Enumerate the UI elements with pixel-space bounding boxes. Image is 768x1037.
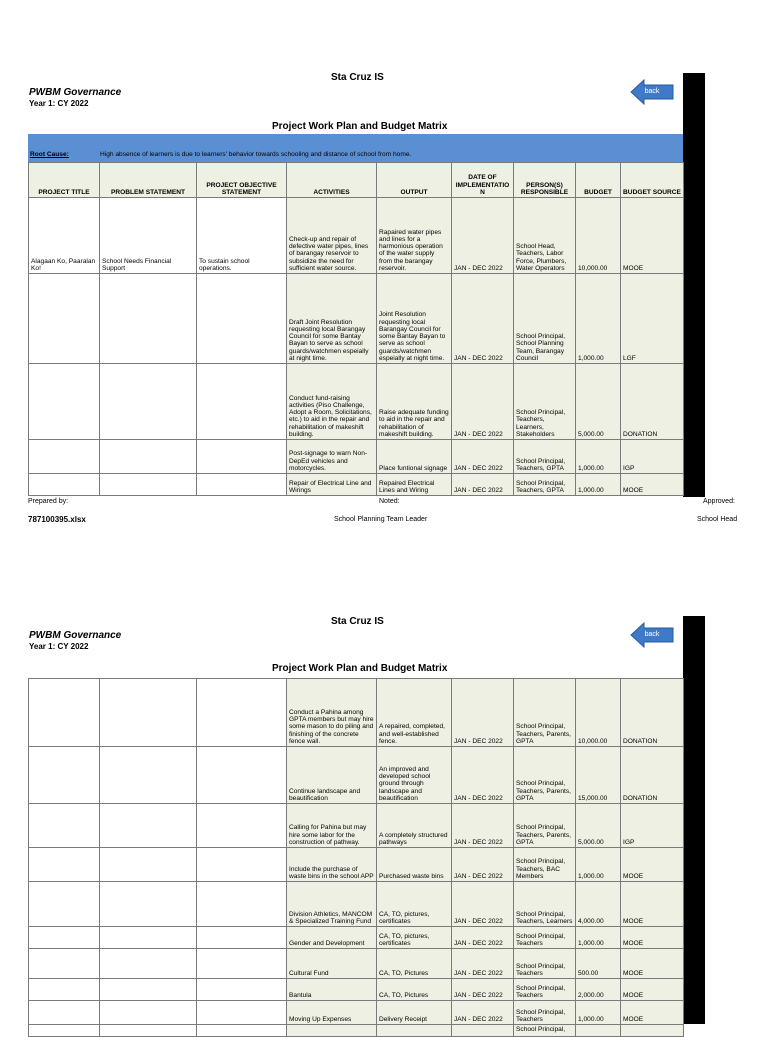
cell-project-title (29, 979, 100, 1001)
cell-problem-statement (100, 848, 197, 882)
cell-problem-statement (100, 979, 197, 1001)
cell-output: Rapaired water pipes and lines for a harmonious operation of the water supply from the barangay reservoir. (377, 198, 452, 274)
school-name: Sta Cruz IS (331, 616, 384, 627)
cell-activities: Bantula (287, 979, 377, 1001)
cell-budget-source (621, 1025, 684, 1037)
cell-persons: School Principal, Teachers, BAC Members (514, 848, 576, 882)
cell-budget: 1,000.00 (576, 274, 621, 364)
cell-budget: 5,000.00 (576, 804, 621, 848)
cell-persons: School Principal, Teachers, Parents, GPTA (514, 804, 576, 848)
cell-budget-source: MOOE (621, 1001, 684, 1025)
school-head-label: School Head (697, 516, 738, 523)
cell-project-objective (197, 364, 287, 440)
cell-output: A repaired, completed, and well-established fence. (377, 679, 452, 747)
matrix-title: Project Work Plan and Budget Matrix (272, 663, 448, 674)
cell-problem-statement (100, 1001, 197, 1025)
cell-date: JAN - DEC 2022 (452, 747, 514, 804)
cell-activities: Post-signage to warn Non-DepEd vehicles and motorcycles. (287, 440, 377, 474)
cell-project-objective (197, 949, 287, 979)
cell-project-objective (197, 679, 287, 747)
cell-date: JAN - DEC 2022 (452, 1001, 514, 1025)
cell-activities: Check-up and repair of defective water pipes, lines of barangay reservoir to subsidize the need for sufficient water source. (287, 198, 377, 274)
cell-project-objective (197, 1025, 287, 1037)
cell-output: Purchased waste bins (377, 848, 452, 882)
cell-project-objective (197, 747, 287, 804)
cell-date: JAN - DEC 2022 (452, 364, 514, 440)
governance-title: PWBM Governance (29, 630, 122, 641)
cell-project-objective (197, 927, 287, 949)
cell-problem-statement (100, 474, 197, 496)
cell-activities: Gender and Development (287, 927, 377, 949)
cell-budget-source: MOOE (621, 882, 684, 927)
cell-problem-statement (100, 364, 197, 440)
cell-problem-statement (100, 1025, 197, 1037)
cell-persons: School Principal, Teachers, GPTA (514, 474, 576, 496)
page2-matrix-table (28, 678, 684, 1037)
cell-persons: School Principal, Teachers (514, 927, 576, 949)
cell-persons: School Principal, Teachers, GPTA (514, 440, 576, 474)
back-button[interactable] (630, 79, 674, 105)
cell-project-title (29, 474, 100, 496)
cell-persons: School Principal, School Planning Team, Barangay Council (514, 274, 576, 364)
cell-project-title (29, 804, 100, 848)
cell-date (452, 1025, 514, 1037)
cell-date: JAN - DEC 2022 (452, 274, 514, 364)
cell-activities: Include the purchase of waste bins in the school APP (287, 848, 377, 882)
table-row (29, 949, 684, 979)
back-button-label: back (644, 88, 660, 95)
cell-output: Repaired Electrical Lines and Wiring (377, 474, 452, 496)
cell-budget: 2,000.00 (576, 979, 621, 1001)
cell-project-title (29, 848, 100, 882)
cell-output: CA, TO, pictures, certificates (377, 882, 452, 927)
cell-project-title (29, 949, 100, 979)
header-date: DATE OF IMPLEMENTATIO N (452, 163, 514, 198)
approved-label: Approved: (703, 498, 735, 505)
prepared-by-label: Prepared by: (28, 498, 69, 505)
cell-budget: 4,000.00 (576, 882, 621, 927)
table-row (29, 979, 684, 1001)
cell-project-objective (197, 1001, 287, 1025)
cell-activities: Continue landscape and beautification (287, 747, 377, 804)
table-row (29, 474, 684, 496)
cell-budget: 15,000.00 (576, 747, 621, 804)
cell-budget-source: DONATION (621, 747, 684, 804)
header-output: OUTPUT (377, 163, 452, 198)
cell-output: An improved and developed school ground through landscape and beautification (377, 747, 452, 804)
cell-budget: 10,000.00 (576, 679, 621, 747)
header-activities: ACTIVITIES (287, 163, 377, 198)
cell-output (377, 1025, 452, 1037)
cell-budget-source: MOOE (621, 848, 684, 882)
cell-budget: 1,000.00 (576, 927, 621, 949)
file-name: 787100395.xlsx (28, 515, 86, 524)
cell-date: JAN - DEC 2022 (452, 440, 514, 474)
table-row (29, 198, 684, 274)
cell-project-title (29, 1025, 100, 1037)
cell-project-title (29, 1001, 100, 1025)
cell-date: JAN - DEC 2022 (452, 474, 514, 496)
cell-project-objective (197, 882, 287, 927)
page1-black-bar (683, 73, 705, 497)
cell-persons: School Head, Teachers, Labor Force, Plumbers, Water Operators (514, 198, 576, 274)
cell-output: CA, TO, Pictures (377, 979, 452, 1001)
cell-activities: Repair of Electrical Line and Wirings (287, 474, 377, 496)
cell-output: CA, TO, Pictures (377, 949, 452, 979)
back-button-label: back (644, 631, 660, 638)
cell-date: JAN - DEC 2022 (452, 949, 514, 979)
cell-output: Joint Resolution requesting local Barangay Council for some Bantay Bayan to serve as school guards/watchmen espeially at night time. (377, 274, 452, 364)
cell-problem-statement (100, 440, 197, 474)
cell-budget-source: IGP (621, 440, 684, 474)
table-row (29, 274, 684, 364)
cell-activities: Conduct fund-raising activities (Piso Challenge, Adopt a Room, Solicitations, etc.) to aid in the repair and rehabilitation of makeshift building. (287, 364, 377, 440)
cell-problem-statement (100, 882, 197, 927)
cell-project-objective (197, 848, 287, 882)
cell-project-title (29, 274, 100, 364)
root-cause-text: High absence of learners is due to learners' behavior towards schooling and distance of school from home. (100, 151, 412, 159)
cell-activities: Conduct a Pahina among GPTA members but may hire some mason to do piling and finishing of the concrete fence wall. (287, 679, 377, 747)
table-row (29, 1001, 684, 1025)
root-cause-label: Root Cause: (30, 151, 69, 159)
root-cause-banner (28, 134, 683, 162)
cell-date: JAN - DEC 2022 (452, 979, 514, 1001)
cell-budget-source: DONATION (621, 364, 684, 440)
table-row (29, 1025, 684, 1037)
header-budget: BUDGET (576, 163, 621, 198)
cell-problem-statement (100, 274, 197, 364)
cell-project-objective (197, 474, 287, 496)
cell-output: CA, TO, pictures, certificates (377, 927, 452, 949)
cell-budget (576, 1025, 621, 1037)
cell-activities: Moving Up Expenses (287, 1001, 377, 1025)
matrix-title: Project Work Plan and Budget Matrix (272, 121, 448, 132)
cell-persons: School Principal, Teachers (514, 949, 576, 979)
back-button[interactable] (630, 622, 674, 648)
cell-output: Delivery Receipt (377, 1001, 452, 1025)
cell-persons: School Principal, Teachers, Learners, Stakeholders (514, 364, 576, 440)
cell-project-title: Alagaan Ko, Paaralan Ko! (29, 198, 100, 274)
table-row (29, 882, 684, 927)
cell-budget-source: DONATION (621, 679, 684, 747)
cell-activities: Division Athletics, MANCOM & Specialized Training Fund (287, 882, 377, 927)
cell-budget-source: MOOE (621, 474, 684, 496)
year-label: Year 1: CY 2022 (29, 99, 89, 108)
cell-project-objective: To sustain school operations. (197, 198, 287, 274)
header-persons: PERSON(S) RESPONSIBLE (514, 163, 576, 198)
cell-output: Raise adequate funding to aid in the repair and rehabilitation of makeshift building. (377, 364, 452, 440)
cell-budget: 1,000.00 (576, 1001, 621, 1025)
cell-project-objective (197, 804, 287, 848)
table-row (29, 440, 684, 474)
cell-budget: 1,000.00 (576, 848, 621, 882)
table-row (29, 848, 684, 882)
cell-project-title (29, 440, 100, 474)
cell-project-title (29, 364, 100, 440)
page1-matrix-table (28, 162, 684, 496)
cell-persons: School Principal, Teachers (514, 979, 576, 1001)
table-row (29, 364, 684, 440)
cell-date: JAN - DEC 2022 (452, 882, 514, 927)
cell-budget-source: MOOE (621, 949, 684, 979)
cell-budget-source: MOOE (621, 198, 684, 274)
cell-persons: School Principal, Teachers (514, 1001, 576, 1025)
cell-activities: Draft Joint Resolution requesting local Barangay Council for some Bantay Bayan to serve as school guards/watchmen espeially at night time. (287, 274, 377, 364)
cell-date: JAN - DEC 2022 (452, 804, 514, 848)
noted-label: Noted: (379, 498, 400, 505)
cell-problem-statement: School Needs Financial Support (100, 198, 197, 274)
header-project-title: PROJECT TITLE (29, 163, 100, 198)
cell-budget-source: LGF (621, 274, 684, 364)
cell-problem-statement (100, 679, 197, 747)
cell-budget-source: IGP (621, 804, 684, 848)
school-name: Sta Cruz IS (331, 72, 384, 83)
governance-title: PWBM Governance (29, 87, 122, 98)
cell-budget: 1,000.00 (576, 440, 621, 474)
cell-problem-statement (100, 927, 197, 949)
cell-date: JAN - DEC 2022 (452, 679, 514, 747)
cell-date: JAN - DEC 2022 (452, 848, 514, 882)
table-row (29, 927, 684, 949)
cell-budget: 500.00 (576, 949, 621, 979)
cell-project-title (29, 747, 100, 804)
table-row (29, 804, 684, 848)
cell-output: A completely structured pathways (377, 804, 452, 848)
cell-persons: School Principal, Teachers, Parents, GPTA (514, 747, 576, 804)
cell-budget: 5,000.00 (576, 364, 621, 440)
cell-problem-statement (100, 747, 197, 804)
cell-project-title (29, 927, 100, 949)
cell-project-objective (197, 274, 287, 364)
cell-persons: School Principal, Teachers, Learners (514, 882, 576, 927)
cell-budget: 1,000.00 (576, 474, 621, 496)
page2-black-bar (683, 616, 705, 1024)
cell-project-objective (197, 979, 287, 1001)
cell-date: JAN - DEC 2022 (452, 927, 514, 949)
planning-leader-label: School Planning Team Leader (334, 516, 428, 523)
cell-budget-source: MOOE (621, 927, 684, 949)
cell-project-objective (197, 440, 287, 474)
table-row (29, 679, 684, 747)
cell-budget-source: MOOE (621, 979, 684, 1001)
cell-problem-statement (100, 804, 197, 848)
cell-budget: 10,000.00 (576, 198, 621, 274)
cell-activities (287, 1025, 377, 1037)
cell-activities: Calling for Pahina but may hire some labor for the construction of pathway. (287, 804, 377, 848)
cell-output: Place funtional signage (377, 440, 452, 474)
cell-persons: School Principal, Teachers, Parents, GPTA (514, 679, 576, 747)
cell-project-title (29, 882, 100, 927)
table-row (29, 747, 684, 804)
cell-activities: Cultural Fund (287, 949, 377, 979)
cell-problem-statement (100, 949, 197, 979)
cell-project-title (29, 679, 100, 747)
header-budget-source: BUDGET SOURCE (621, 163, 684, 198)
header-problem-statement: PROBLEM STATEMENT (100, 163, 197, 198)
year-label: Year 1: CY 2022 (29, 642, 89, 651)
header-project-objective: PROJECT OBJECTIVE STATEMENT (197, 163, 287, 198)
cell-persons: School Principal, (514, 1025, 576, 1037)
cell-date: JAN - DEC 2022 (452, 198, 514, 274)
